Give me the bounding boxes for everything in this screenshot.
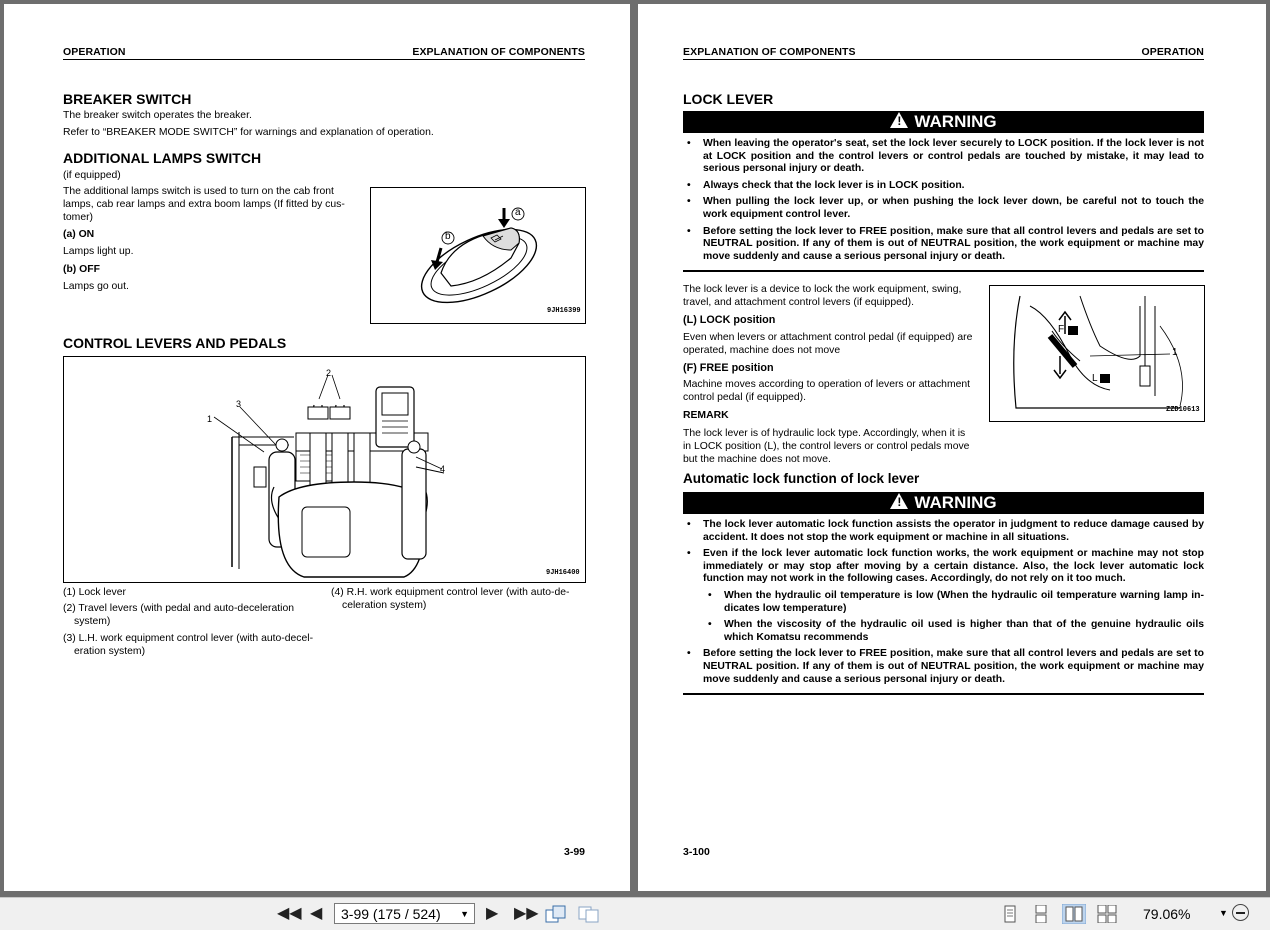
warning-item: • Before setting the lock lever to FREE position, make sure that all control levers and pedals are set to NEUTRAL position. If any of them is out of NEUTRAL position, the work equipment or machine may move suddenly and cause a serious personal injury or death. bbox=[683, 226, 1204, 264]
running-header-left: OPERATION bbox=[63, 46, 126, 58]
figure-code: ZZD10613 bbox=[1166, 406, 1200, 414]
warning-list-auto-lock bbox=[683, 519, 1204, 690]
fig-label-a: a bbox=[515, 207, 521, 218]
single-page-icon[interactable] bbox=[1002, 905, 1018, 923]
lock-position-2: operated, machine does not move bbox=[683, 345, 841, 356]
warning-subitem: • When the viscosity of the hydraulic oil used is higher than that of the genuine hydraulic oils which Komatsu recommends bbox=[683, 619, 1204, 644]
page-number: 3-99 bbox=[564, 846, 586, 858]
free-position-title: (F) FREE position bbox=[683, 362, 774, 374]
next-page-icon[interactable]: ▶ bbox=[486, 905, 499, 922]
lock-lever-figure bbox=[989, 285, 1205, 422]
warning-item: • Even if the lock lever automatic lock function works, the work equipment or machine may not stop immediately or may stop after moving by a certain distance. Also, the lock lever automatic lock function may not work in the following cases. Accordingly, do not rely on it too much. bbox=[683, 548, 1204, 586]
lamps-on-label: (a) ON bbox=[63, 229, 95, 240]
cab-layout-illustration bbox=[64, 357, 585, 582]
page-3-100 bbox=[638, 4, 1266, 891]
warning-triangle-icon: ! bbox=[890, 493, 908, 509]
lamps-desc-2: lamps, cab rear lamps and extra boom lamps (If fitted by cus- bbox=[63, 199, 345, 210]
section-title-levers: CONTROL LEVERS AND PEDALS bbox=[63, 335, 287, 351]
warning-item: • Before setting the lock lever to FREE position, make sure that all control levers and pedals are set to NEUTRAL position. If any of them is out of NEUTRAL position, the work equipment or machine may move suddenly and cause a serious personal injury or death. bbox=[683, 648, 1204, 686]
two-page-icon[interactable] bbox=[1062, 904, 1086, 924]
chevron-down-icon[interactable]: ▼ bbox=[460, 909, 469, 919]
warning-item: • The lock lever automatic lock function assists the operator in judgment to reduce damage caused by accident. It does not stop the work equipment or machine in all situations. bbox=[683, 519, 1204, 544]
section-title-lamps: ADDITIONAL LAMPS SWITCH bbox=[63, 150, 262, 166]
warning-subitem: • When the hydraulic oil temperature is low (When the hydraulic oil temperature warning lamp in-dicates low temperature) bbox=[683, 590, 1204, 615]
rotate-icon[interactable] bbox=[545, 905, 567, 923]
section-title-breaker: BREAKER SWITCH bbox=[63, 91, 192, 107]
lamps-switch-figure bbox=[370, 187, 586, 324]
lock-desc-2: travel, and attachment control levers (if equipped). bbox=[683, 297, 915, 308]
lock-desc-1: The lock lever is a device to lock the work equipment, swing, bbox=[683, 284, 962, 295]
caption-lh-2: eration system) bbox=[74, 646, 146, 657]
remark-3: but the machine does not move. bbox=[683, 454, 831, 465]
caption-travel-2: system) bbox=[74, 616, 111, 627]
lock-position-1: Even when levers or attachment control pedal (if equipped) are bbox=[683, 332, 973, 343]
figure-code: 9JH16400 bbox=[546, 569, 580, 577]
callout-2: 2 bbox=[326, 368, 332, 378]
switch-illustration bbox=[371, 188, 585, 323]
lamps-off-desc: Lamps go out. bbox=[63, 281, 129, 292]
fig-label-1: 1 bbox=[1172, 347, 1178, 358]
lamps-on-desc: Lamps light up. bbox=[63, 246, 134, 257]
page-field-value: 3-99 (175 / 524) bbox=[341, 906, 441, 922]
warning-banner bbox=[683, 111, 1204, 133]
remark-2: in LOCK position (L), the control levers or control pedals move bbox=[683, 441, 970, 452]
fit-icon[interactable] bbox=[578, 905, 600, 923]
lamps-desc-1: The additional lamps switch is used to turn on the cab front bbox=[63, 186, 334, 197]
warning-label: WARNING bbox=[914, 493, 997, 512]
breaker-text-1: The breaker switch operates the breaker. bbox=[63, 110, 252, 121]
breaker-text-2: Refer to “BREAKER MODE SWITCH” for warnings and explanation of operation. bbox=[63, 127, 434, 138]
control-levers-figure bbox=[63, 356, 586, 583]
free-position-1: Machine moves according to operation of levers or attachment bbox=[683, 379, 971, 390]
callout-4: 4 bbox=[440, 464, 446, 474]
running-header-right: EXPLANATION OF COMPONENTS bbox=[412, 46, 585, 58]
warning-item: • Always check that the lock lever is in LOCK position. bbox=[683, 180, 1204, 193]
continuous-icon[interactable] bbox=[1033, 905, 1049, 923]
caption-lh-1: (3) L.H. work equipment control lever (with auto-decel- bbox=[63, 633, 314, 644]
prev-page-icon[interactable]: ◀ bbox=[310, 905, 323, 922]
callout-1: 1 bbox=[207, 414, 213, 424]
page-number-input[interactable] bbox=[334, 903, 475, 924]
fig-label-lock: L bbox=[1092, 373, 1098, 384]
lamps-desc-3: tomer) bbox=[63, 212, 94, 223]
lamps-off-label: (b) OFF bbox=[63, 264, 100, 275]
caption-rh-2: celeration system) bbox=[342, 600, 427, 611]
header-rule bbox=[63, 59, 585, 60]
zoom-out-icon[interactable] bbox=[1232, 904, 1249, 921]
callout-3: 3 bbox=[236, 399, 242, 409]
zoom-level[interactable]: 79.06% bbox=[1143, 906, 1191, 922]
free-position-2: control pedal (if equipped). bbox=[683, 392, 807, 403]
continuous-two-page-icon[interactable] bbox=[1097, 905, 1117, 923]
caption-lock-lever: (1) Lock lever bbox=[63, 587, 126, 598]
fig-label-b: b bbox=[445, 231, 451, 242]
first-page-icon[interactable]: ◀◀ bbox=[277, 905, 302, 922]
warning-end-rule bbox=[683, 693, 1204, 695]
header-rule bbox=[683, 59, 1204, 60]
remark-1: The lock lever is of hydraulic lock type. Accordingly, when it is bbox=[683, 428, 966, 439]
chevron-down-icon[interactable]: ▼ bbox=[1219, 908, 1228, 918]
warning-item: • When leaving the operator's seat, set the lock lever securely to LOCK position. If the lock lever is not at LOCK position and the control levers or control pedals are touched by mistake, it may lead to serious personal injury or death. bbox=[683, 138, 1204, 176]
warning-label: WARNING bbox=[914, 112, 997, 131]
warning-end-rule bbox=[683, 270, 1204, 272]
caption-travel-1: (2) Travel levers (with pedal and auto-deceleration bbox=[63, 603, 295, 614]
warning-triangle-icon: ! bbox=[890, 112, 908, 128]
running-header-left: EXPLANATION OF COMPONENTS bbox=[683, 46, 856, 58]
remark-title: REMARK bbox=[683, 410, 729, 421]
section-title-lock-lever: LOCK LEVER bbox=[683, 91, 774, 107]
warning-list-lock bbox=[683, 138, 1204, 267]
warning-banner bbox=[683, 492, 1204, 514]
page-number: 3-100 bbox=[683, 846, 710, 858]
lamps-if-equipped: (if equipped) bbox=[63, 170, 121, 181]
fig-label-free: F bbox=[1058, 324, 1065, 335]
caption-rh-1: (4) R.H. work equipment control lever (with auto-de- bbox=[331, 587, 570, 598]
viewer-toolbar bbox=[0, 897, 1270, 930]
lock-position-title: (L) LOCK position bbox=[683, 314, 776, 326]
running-header-right: OPERATION bbox=[1141, 46, 1204, 58]
last-page-icon[interactable]: ▶▶ bbox=[514, 905, 539, 922]
warning-item: • When pulling the lock lever up, or when pushing the lock lever down, be careful not to touch the work equipment control lever. bbox=[683, 196, 1204, 221]
figure-code: 9JH16399 bbox=[547, 307, 581, 315]
section-title-auto-lock: Automatic lock function of lock lever bbox=[683, 471, 920, 486]
page-3-99 bbox=[4, 4, 630, 891]
